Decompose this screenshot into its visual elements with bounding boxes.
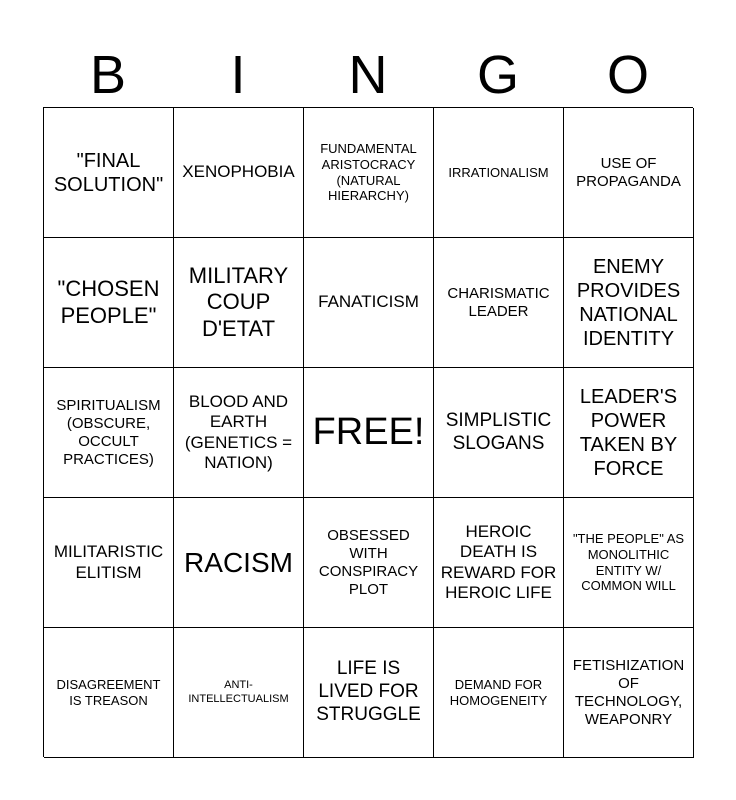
- bingo-cell-r3c4[interactable]: SIMPLISTIC SLOGANS: [434, 368, 564, 498]
- bingo-cell-r3c2[interactable]: BLOOD AND EARTH (GENETICS = NATION): [174, 368, 304, 498]
- bingo-cell-r1c3[interactable]: FUNDAMENTAL ARISTOCRACY (NATURAL HIERARCHY): [304, 108, 434, 238]
- bingo-cell-r1c2[interactable]: XENOPHOBIA: [174, 108, 304, 238]
- bingo-cell-r3c5[interactable]: LEADER'S POWER TAKEN BY FORCE: [564, 368, 694, 498]
- bingo-cell-r5c4[interactable]: DEMAND FOR HOMOGENEITY: [434, 628, 564, 758]
- bingo-cell-r2c4[interactable]: CHARISMATIC LEADER: [434, 238, 564, 368]
- bingo-cell-r2c1[interactable]: "CHOSEN PEOPLE": [44, 238, 174, 368]
- header-letter-n: N: [348, 45, 388, 105]
- bingo-cell-r2c3[interactable]: FANATICISM: [304, 238, 434, 368]
- free-space-cell[interactable]: FREE!: [304, 368, 434, 498]
- bingo-cell-r3c1[interactable]: SPIRITUALISM (OBSCURE, OCCULT PRACTICES): [44, 368, 174, 498]
- bingo-cell-r4c2[interactable]: RACISM: [174, 498, 304, 628]
- bingo-cell-r5c5[interactable]: FETISHIZATION OF TECHNOLOGY, WEAPONRY: [564, 628, 694, 758]
- bingo-cell-r1c5[interactable]: USE OF PROPAGANDA: [564, 108, 694, 238]
- header-letter-b: B: [89, 45, 127, 105]
- bingo-cell-r5c2[interactable]: ANTI-INTELLECTUALISM: [174, 628, 304, 758]
- bingo-cell-r4c5[interactable]: "THE PEOPLE" AS MONOLITHIC ENTITY W/ COMMON WILL: [564, 498, 694, 628]
- bingo-cell-r1c1[interactable]: "FINAL SOLUTION": [44, 108, 174, 238]
- bingo-header: [43, 44, 693, 106]
- bingo-cell-r1c4[interactable]: IRRATIONALISM: [434, 108, 564, 238]
- bingo-cell-r2c5[interactable]: ENEMY PROVIDES NATIONAL IDENTITY: [564, 238, 694, 368]
- bingo-cell-r4c1[interactable]: MILITARISTIC ELITISM: [44, 498, 174, 628]
- header-letter-i: I: [230, 45, 246, 105]
- header-letter-g: G: [476, 45, 519, 105]
- bingo-cell-r2c2[interactable]: MILITARY COUP D'ETAT: [174, 238, 304, 368]
- bingo-cell-r5c3[interactable]: LIFE IS LIVED FOR STRUGGLE: [304, 628, 434, 758]
- bingo-grid: [43, 107, 693, 757]
- bingo-cell-r5c1[interactable]: DISAGREEMENT IS TREASON: [44, 628, 174, 758]
- header-letter-o: O: [606, 45, 649, 105]
- bingo-cell-r4c3[interactable]: OBSESSED WITH CONSPIRACY PLOT: [304, 498, 434, 628]
- bingo-cell-r4c4[interactable]: HEROIC DEATH IS REWARD FOR HEROIC LIFE: [434, 498, 564, 628]
